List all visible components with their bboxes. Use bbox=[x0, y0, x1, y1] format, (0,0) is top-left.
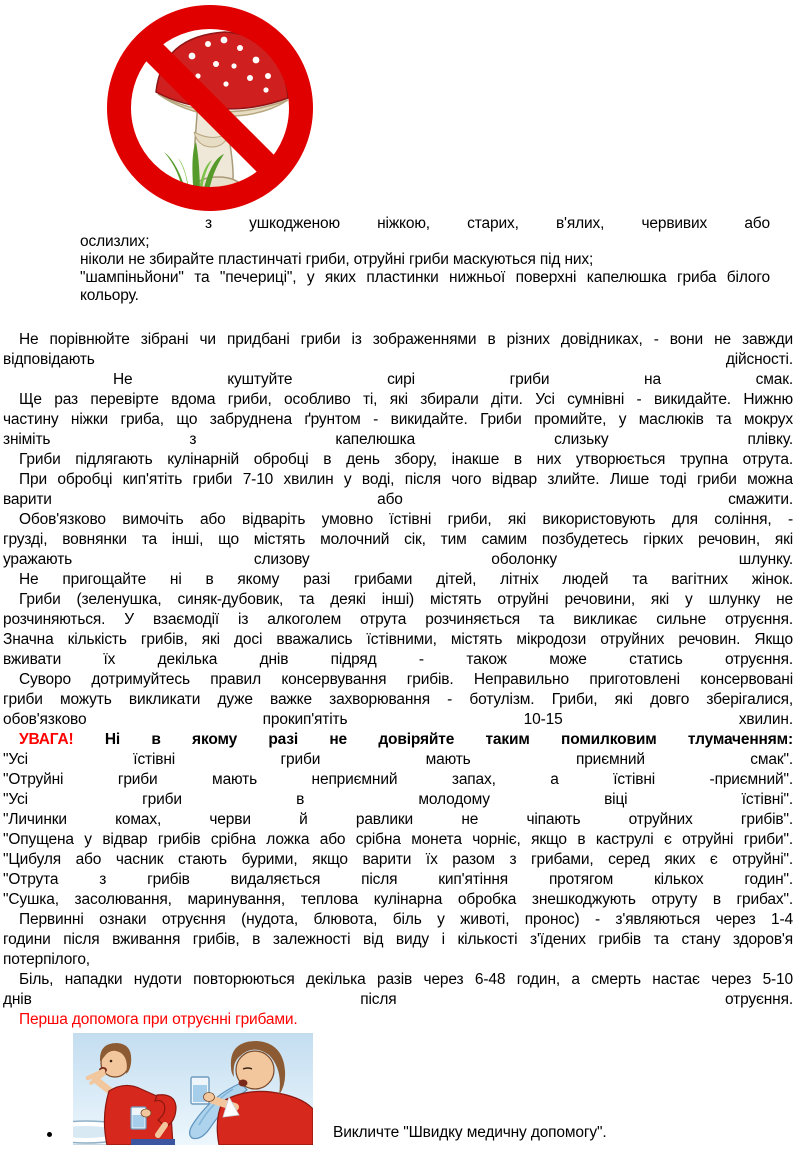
text-line bbox=[3, 890, 793, 910]
text-segment: Ні в якому разі не довіряйте таким помилковим тлумаченням: bbox=[104, 731, 793, 748]
text-segment: "Усі гриби в молодому віці їстівні". bbox=[3, 791, 793, 808]
text-segment: "Сушка, засолювання, маринування, теплова кулінарна обробка знешкоджують отруту в грибах". bbox=[3, 891, 793, 908]
text-line bbox=[3, 650, 793, 670]
text-line bbox=[3, 470, 793, 490]
text-segment: Первинні ознаки отруєння (нудота, блювота, біль у животі, пронос) - з'являються через 1-4 bbox=[19, 911, 793, 928]
text-segment: Не порівнюйте зібрані чи придбані гриби із зображеннями в різних довідниках, - вони не завжди bbox=[19, 331, 793, 348]
text-line bbox=[3, 330, 793, 350]
text-segment: вживати їх декілька днів підряд - також може статись отруєння. bbox=[3, 651, 793, 668]
text-line bbox=[80, 269, 770, 287]
text-segment: Ще раз перевірте вдома гриби, особливо ті, які збирали діти. Усі сумнівні - викидайте. Нижню bbox=[19, 391, 793, 408]
text-segment: Біль, нападки нудоти повторюються декілька разів через 6-48 годин, а смерть настає через 5-10 bbox=[19, 971, 793, 988]
text-line bbox=[3, 850, 793, 870]
text-segment: Значна кількість грибів, які досі вважались їстівними, містять мікродози отруйних речовин. Якщо bbox=[3, 631, 793, 648]
text-segment: кольору. bbox=[80, 287, 139, 304]
text-segment: Обов'язково вимочіть або відваріть умовно їстівні гриби, які використовують для соління, - bbox=[19, 511, 793, 528]
text-line bbox=[3, 590, 793, 610]
text-line bbox=[3, 510, 793, 530]
text-line bbox=[3, 830, 793, 850]
first-aid-section bbox=[0, 1033, 800, 1152]
no-mushrooms-sign-image bbox=[100, 4, 320, 212]
text-segment: "Отрута з грибів видаляється після кип'ятіння протягом кількох годин". bbox=[3, 871, 793, 888]
text-segment: зніміть з капелюшка слизьку плівку. bbox=[3, 431, 793, 448]
text-segment: години після вживання грибів, в залежності від виду і кількості з'їдених грибів та стану здоров'я bbox=[3, 931, 793, 948]
bullet-marker bbox=[47, 1132, 52, 1137]
text-line bbox=[3, 950, 793, 970]
text-segment: грузді, вовнянки та інші, що містять молочний сік, тим самим позбудетесь гірких речовин, які bbox=[3, 531, 793, 548]
text-segment: Суворо дотримуйтесь правил консервування грибів. Неправильно приготовлені консервовані bbox=[19, 671, 793, 688]
text-segment: "шампіньйони" та "печериці", у яких пластинки нижньої поверхні капелюшка гриба білого bbox=[80, 269, 770, 286]
text-segment: Не куштуйте сирі гриби на смак. bbox=[113, 371, 793, 388]
text-segment: обов'язково прокип'ятіть 10-15 хвилин. bbox=[3, 711, 793, 728]
text-line bbox=[3, 370, 793, 390]
text-segment: ніколи не збирайте пластинчаті гриби, отруйні гриби маскуються під них; bbox=[80, 251, 594, 268]
text-line bbox=[3, 990, 793, 1010]
text-segment: "Усі їстівні гриби мають приємний смак". bbox=[3, 751, 793, 768]
text-segment: гриби можуть викликати дуже важке захворювання - ботулізм. Гриби, які довго зберігалися, bbox=[3, 691, 793, 708]
text-line bbox=[3, 870, 793, 890]
text-segment: "Цибуля або часник стають бурими, якщо варити їх разом з грибами, серед яких є отруйні". bbox=[3, 851, 793, 868]
text-line bbox=[3, 690, 793, 710]
text-line bbox=[3, 710, 793, 730]
text-line bbox=[3, 910, 793, 930]
prohibition-sign-icon bbox=[100, 4, 320, 212]
text-segment: УВАГА! bbox=[19, 731, 105, 748]
text-segment: уражають слизову оболонку шлунку. bbox=[3, 551, 793, 568]
top-bullet-list bbox=[80, 215, 770, 305]
text-segment: ослизлих; bbox=[80, 233, 150, 250]
body-text bbox=[3, 330, 793, 1030]
text-line bbox=[3, 450, 793, 470]
text-segment: частину ніжки гриба, що забруднена ґрунтом - викидайте. Гриби промийте, у маслюків та мокрух bbox=[3, 411, 793, 428]
text-line bbox=[3, 550, 793, 570]
text-segment: відповідають дійсності. bbox=[3, 351, 793, 368]
text-line bbox=[3, 730, 793, 750]
text-segment: Гриби (зеленушка, синяк-дубовик, та деякі інші) містять отруйні речовини, які у шлунку не bbox=[19, 591, 793, 608]
text-segment: Гриби підлягають кулінарній обробці в день збору, інакше в них утворюється трупна отрута. bbox=[19, 451, 793, 468]
text-line bbox=[3, 750, 793, 770]
text-line bbox=[3, 410, 793, 430]
text-line bbox=[3, 790, 793, 810]
text-line bbox=[80, 233, 770, 251]
text-line bbox=[3, 570, 793, 590]
text-segment: варити або смажити. bbox=[3, 491, 793, 508]
final-bullet-line bbox=[333, 1123, 607, 1143]
text-segment: "Отруйні гриби мають неприємний запах, а їстівні -приємний". bbox=[3, 771, 793, 788]
text-segment: При обробці кип'ятіть гриби 7-10 хвилин у воді, після чого відвар злийте. Лише тоді гриби можна bbox=[19, 471, 793, 488]
text-segment: Не пригощайте ні в якому разі грибами дітей, літніх людей та вагітних жінок. bbox=[19, 571, 793, 588]
first-aid-illustration-image bbox=[73, 1033, 313, 1145]
text-line bbox=[3, 670, 793, 690]
text-line bbox=[3, 390, 793, 410]
text-line bbox=[80, 251, 770, 269]
text-segment: Викличте "Швидку медичну допомогу". bbox=[333, 1124, 607, 1141]
text-line bbox=[3, 530, 793, 550]
text-line bbox=[3, 930, 793, 950]
text-line bbox=[3, 350, 793, 370]
text-line bbox=[3, 1010, 793, 1030]
text-segment: "Опущена у відвар грибів срібна ложка або срібна монета чорніє, якщо в каструлі є отруйні гриби". bbox=[3, 831, 793, 848]
text-segment: з ушкодженою ніжкою, старих, в'ялих, червивих або bbox=[205, 215, 770, 232]
text-line bbox=[3, 630, 793, 650]
text-line bbox=[3, 810, 793, 830]
text-segment: днів після отруєння. bbox=[3, 991, 793, 1008]
text-segment: Перша допомога при отруєнні грибами. bbox=[19, 1011, 298, 1028]
text-line bbox=[80, 215, 770, 233]
text-segment: потерпілого, bbox=[3, 951, 90, 968]
text-line bbox=[80, 287, 770, 305]
text-segment: розчиняються. У взаємодії із алкоголем отрута розчиняється та викликає сильне отруєння. bbox=[3, 611, 793, 628]
text-line bbox=[3, 970, 793, 990]
text-line bbox=[3, 430, 793, 450]
text-line bbox=[3, 610, 793, 630]
text-line bbox=[3, 490, 793, 510]
text-segment: "Личинки комах, черви й равлики не чіпають отруйних грибів". bbox=[3, 811, 793, 828]
text-line bbox=[3, 770, 793, 790]
induce-vomiting-illustration-icon bbox=[73, 1033, 313, 1145]
